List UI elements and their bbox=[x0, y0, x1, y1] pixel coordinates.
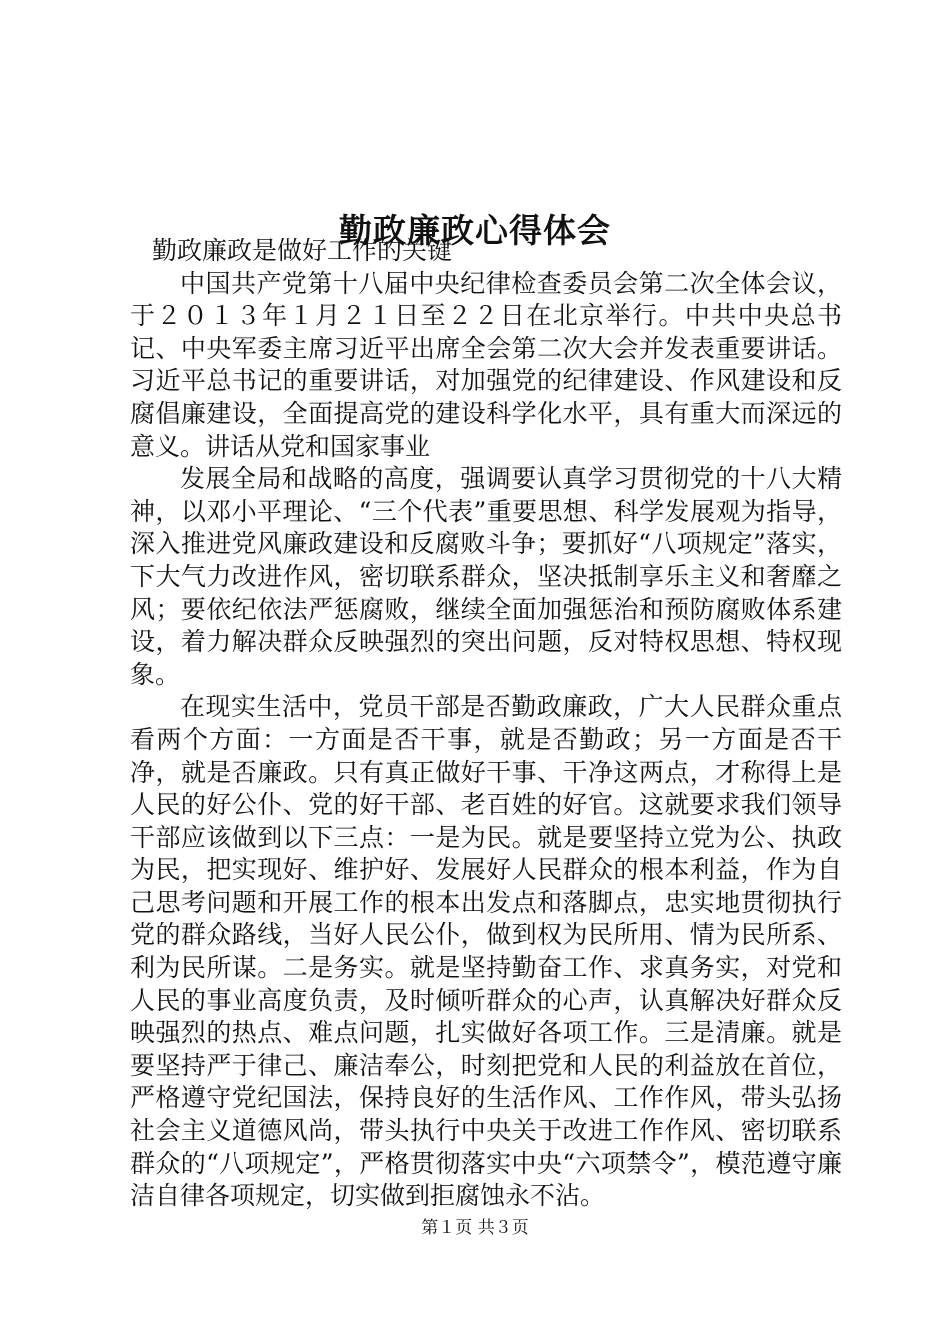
document-subtitle: 勤政廉政是做好工作的关键 bbox=[152, 236, 453, 265]
document-title: 勤政廉政心得体会 bbox=[339, 211, 611, 251]
document-body bbox=[130, 235, 842, 1213]
paragraph: 中国共产党第十八届中央纪律检查委员会第二次全体会议，于２０１３年１月２１日至２２日在北京举行。中共中央总书记、中央军委主席习近平出席全会第二次大会并发表重要讲话。习近平总书记的重要讲话，对加强党的纪律建设、作风建设和反腐倡廉建设，全面提高党的建设科学化水平，具有重大而深远的意义。讲话从党和国家事业 bbox=[130, 268, 842, 461]
page-number-footer: 第１页 共３页 bbox=[421, 1218, 529, 1238]
paragraph: 在现实生活中，党员干部是否勤政廉政，广大人民群众重点看两个方面：一方面是否干事，就是否勤政；另一方面是否干净，就是否廉政。只有真正做好干事、干净这两点，才称得上是人民的好公仆、党的好干部、老百姓的好官。这就要求我们领导干部应该做到以下三点：一是为民。就是要坚持立党为公、执政为民，把实现好、维护好、发展好人民群众的根本利益，作为自己思考问题和开展工作的根本出发点和落脚点，忠实地贯彻执行党的群众路线，当好人民公仆，做到权为民所用、情为民所系、利为民所谋。二是务实。就是坚持勤奋工作、求真务实，对党和人民的事业高度负责，及时倾听群众的心声，认真解决好群众反映强烈的热点、难点问题，扎实做好各项工作。三是清廉。就是要坚持严于律己、廉洁奉公，时刻把党和人民的利益放在首位，严格遵守党纪国法，保持良好的生活作风、工作作风，带头弘扬社会主义道德风尚，带头执行中央关于改进工作作风、密切联系群众的“八项规定”，严格贯彻落实中央“六项禁令”，模范遵守廉洁自律各项规定，切实做到拒腐蚀永不沾。 bbox=[130, 692, 842, 1211]
paragraph: 发展全局和战略的高度，强调要认真学习贯彻党的十八大精神，以邓小平理论、“三个代表”重要思想、科学发展观为指导，深入推进党风廉政建设和反腐败斗争；要抓好“八项规定”落实，下大气力改进作风，密切联系群众，坚决抵制享乐主义和奢靡之风；要依纪依法严惩腐败，继续全面加强惩治和预防腐败体系建设，着力解决群众反映强烈的突出问题，反对特权思想、特权现象。 bbox=[130, 464, 842, 689]
